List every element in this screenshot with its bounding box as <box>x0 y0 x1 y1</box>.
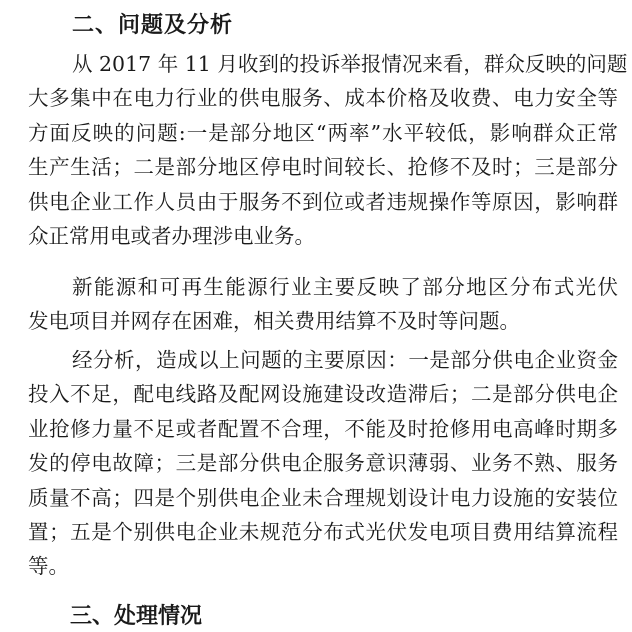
text-line: 方面反映的问题:一是部分地区“两率”水平较低，影响群众正常 <box>28 120 618 145</box>
text-line: 发电项目并网存在困难，相关费用结算不及时等问题。 <box>28 309 520 334</box>
text-line: 经分析，造成以上问题的主要原因：一是部分供电企业资金 <box>72 348 618 372</box>
text-line: 供电企业工作人员由于服务不到位或者违规操作等原因，影响群 <box>28 189 618 214</box>
text-line: 生产生活；二是部分地区停电时间较长、抢修不及时；三是部分 <box>28 155 618 180</box>
paragraph-complaints <box>28 47 628 253</box>
paragraph-analysis <box>28 343 618 584</box>
text-line: 新能源和可再生能源行业主要反映了部分地区分布式光伏 <box>72 275 618 299</box>
text-line: 质量不高；四是个别供电企业未合理规划设计电力设施的安装位 <box>28 485 618 510</box>
text-line: 置；五是个别供电企业未规范分布式光伏发电项目费用结算流程 <box>28 519 618 544</box>
paragraph-renewables <box>28 270 618 339</box>
text-line: 众正常用电或者办理涉电业务。 <box>28 223 315 248</box>
text-line: 从 2017 年 11 月收到的投诉举报情况来看，群众反映的问题 <box>72 52 628 76</box>
section-heading: 二、问题及分析 <box>72 13 234 38</box>
text-line: 投入不足，配电线路及配网设施建设改造滞后；二是部分供电企 <box>28 382 618 407</box>
text-line: 等。 <box>28 554 69 579</box>
text-line: 发的停电故障；三是部分供电企服务意识薄弱、业务不熟、服务 <box>28 451 618 476</box>
text-line: 大多集中在电力行业的供电服务、成本价格及收费、电力安全等 <box>28 86 618 111</box>
next-section-heading-cut: 三、处理情况 <box>70 604 203 629</box>
text-line: 业抢修力量不足或者配置不合理，不能及时抢修用电高峰时期多 <box>28 416 618 441</box>
